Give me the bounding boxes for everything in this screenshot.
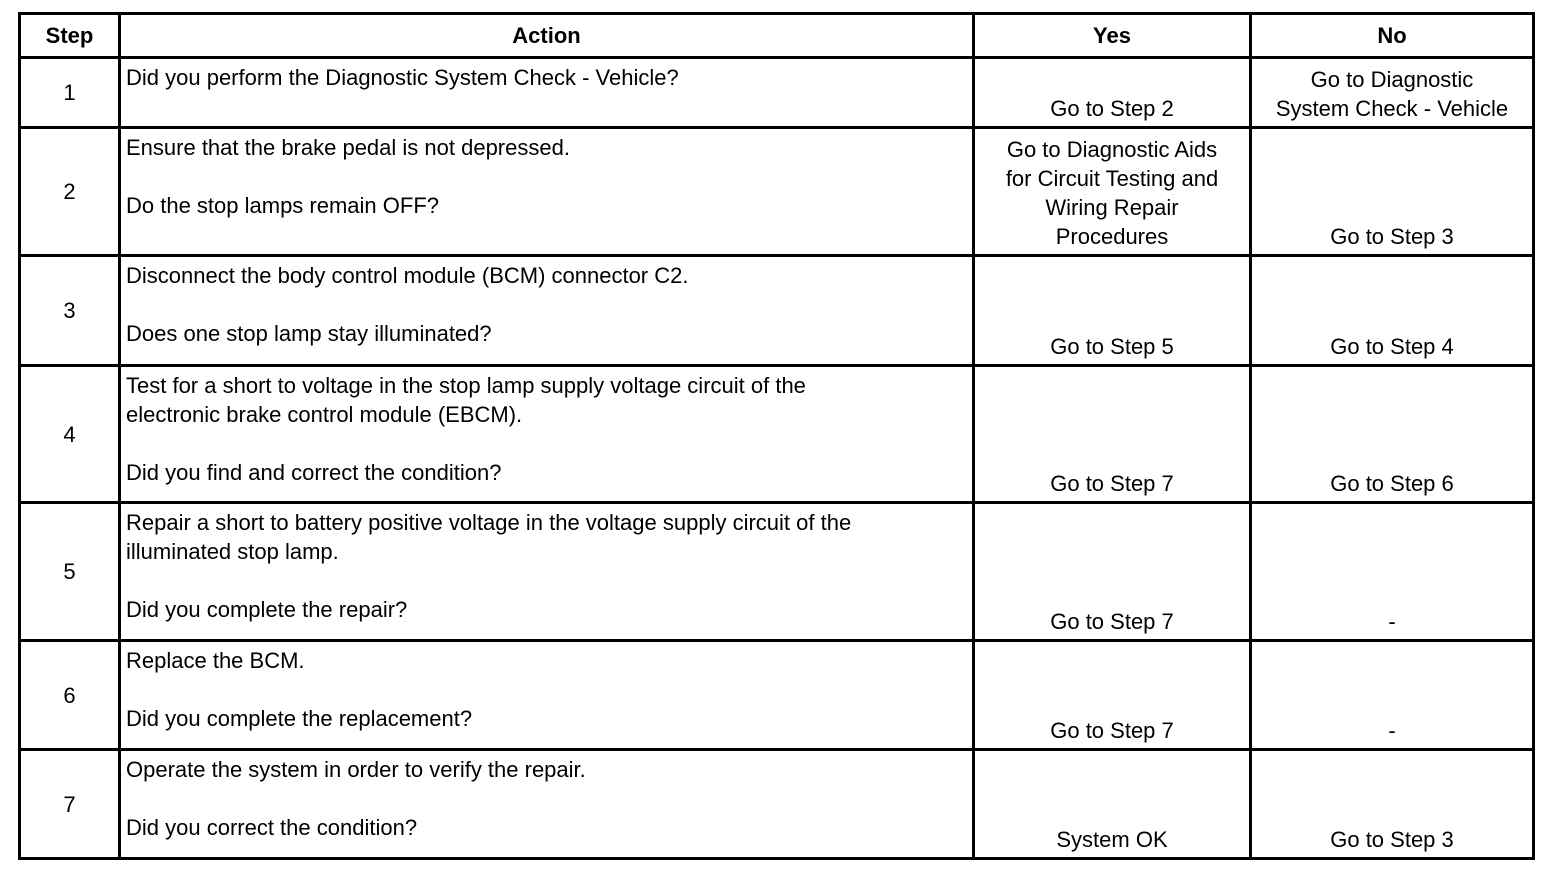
- yes-text: Go to Step 7: [1050, 471, 1174, 496]
- table-row: [20, 503, 1534, 641]
- action-question: Does one stop lamp stay illuminated?: [126, 321, 492, 346]
- step-number: 7: [20, 750, 120, 859]
- yes-cell: [974, 641, 1251, 750]
- yes-text: Go to Step 7: [1050, 718, 1174, 743]
- step-number: 1: [20, 58, 120, 128]
- no-cell: [1251, 256, 1534, 366]
- no-text: System Check - Vehicle: [1275, 96, 1509, 121]
- action-question: Did you complete the replacement?: [126, 706, 473, 731]
- yes-text: Go to Step 7: [1050, 609, 1174, 634]
- no-cell: [1251, 641, 1534, 750]
- step-number: 3: [20, 256, 120, 366]
- yes-text: for Circuit Testing and: [1005, 166, 1219, 191]
- step-number: 4: [20, 366, 120, 503]
- action-question: Did you correct the condition?: [126, 815, 418, 840]
- header-yes: Yes: [974, 14, 1251, 58]
- no-cell: [1251, 503, 1534, 641]
- no-cell: [1251, 750, 1534, 859]
- action-cell: [120, 58, 974, 128]
- no-text: Go to Step 6: [1330, 471, 1454, 496]
- header-row: [20, 14, 1534, 58]
- yes-text: Go to Step 2: [1050, 96, 1174, 121]
- action-text: electronic brake control module (EBCM).: [126, 402, 523, 427]
- action-cell: [120, 750, 974, 859]
- action-text: Test for a short to voltage in the stop lamp supply voltage circuit of the: [126, 373, 806, 398]
- yes-cell: [974, 366, 1251, 503]
- yes-cell: [974, 750, 1251, 859]
- yes-text: Procedures: [1055, 224, 1169, 249]
- table-row: [20, 58, 1534, 128]
- table-row: [20, 128, 1534, 256]
- action-cell: [120, 256, 974, 366]
- action-text: Repair a short to battery positive voltage in the voltage supply circuit of the: [126, 510, 852, 535]
- header-no: No: [1251, 14, 1534, 58]
- action-question: Did you complete the repair?: [126, 597, 408, 622]
- no-text: Go to Diagnostic: [1310, 67, 1474, 92]
- yes-cell: [974, 256, 1251, 366]
- action-question: Did you find and correct the condition?: [126, 460, 502, 485]
- table-row: [20, 366, 1534, 503]
- no-cell: [1251, 58, 1534, 128]
- step-number: 5: [20, 503, 120, 641]
- header-step: Step: [20, 14, 120, 58]
- action-text: Replace the BCM.: [126, 648, 305, 673]
- yes-text: Go to Diagnostic Aids: [1006, 137, 1218, 162]
- no-text: Go to Step 3: [1330, 827, 1454, 852]
- yes-text: Go to Step 5: [1050, 334, 1174, 359]
- step-number: 2: [20, 128, 120, 256]
- yes-text: System OK: [1056, 827, 1168, 852]
- header-action: Action: [120, 14, 974, 58]
- diagnostic-table: [18, 12, 1535, 860]
- action-cell: [120, 503, 974, 641]
- no-text: -: [1388, 609, 1396, 634]
- yes-cell: [974, 503, 1251, 641]
- no-text: Go to Step 3: [1330, 224, 1454, 249]
- table-row: [20, 641, 1534, 750]
- table-row: [20, 256, 1534, 366]
- action-cell: [120, 128, 974, 256]
- action-text: Ensure that the brake pedal is not depressed.: [126, 135, 570, 160]
- action-text: Operate the system in order to verify the repair.: [126, 757, 586, 782]
- action-cell: [120, 366, 974, 503]
- action-text: Did you perform the Diagnostic System Check - Vehicle?: [126, 65, 679, 90]
- yes-cell: [974, 58, 1251, 128]
- yes-text: Wiring Repair: [1045, 195, 1179, 220]
- no-cell: [1251, 366, 1534, 503]
- table-body: [20, 58, 1534, 859]
- table-row: [20, 750, 1534, 859]
- action-cell: [120, 641, 974, 750]
- action-question: Do the stop lamps remain OFF?: [126, 193, 440, 218]
- no-cell: [1251, 128, 1534, 256]
- action-text: illuminated stop lamp.: [126, 539, 339, 564]
- no-text: Go to Step 4: [1330, 334, 1454, 359]
- action-text: Disconnect the body control module (BCM) connector C2.: [126, 263, 689, 288]
- no-text: -: [1388, 718, 1396, 743]
- yes-cell: [974, 128, 1251, 256]
- step-number: 6: [20, 641, 120, 750]
